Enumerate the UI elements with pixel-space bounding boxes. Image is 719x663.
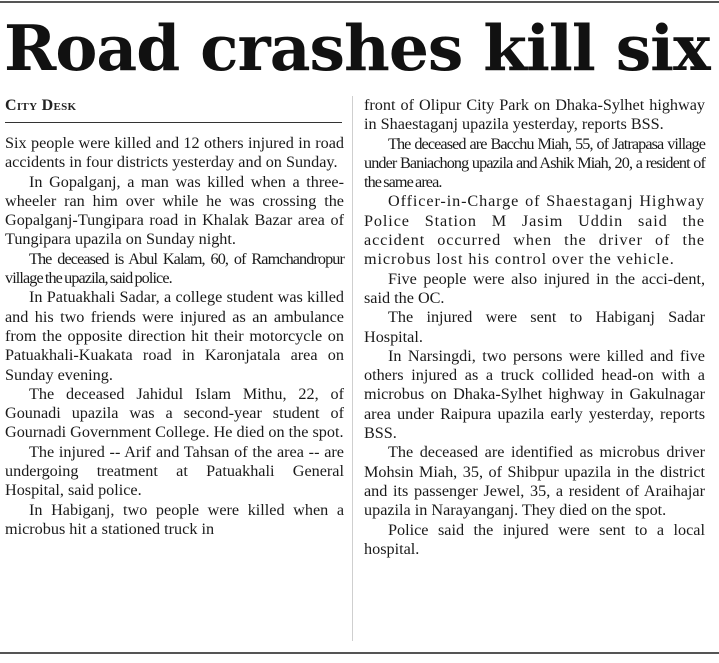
top-rule (0, 1, 719, 3)
bottom-rule (0, 652, 719, 654)
paragraph: The deceased are identified as microbus driver Mohsin Miah, 35, of Shibpur upazila in the district and its passenger Jewel, 35, a resident of Araihajar upazila in Narayanganj. They died on the spot. (364, 443, 705, 520)
paragraph: The injured -- Arif and Tahsan of the area -- are undergoing treatment at Patuakhali General Hospital, said police. (5, 442, 344, 500)
paragraph: In Gopalganj, a man was killed when a three-wheeler ran him over while he was crossing the Gopalganj-Tungipara road in Khalak Bazar area of Tungipara upazila on Sunday night. (5, 172, 344, 249)
paragraph: In Narsingdi, two persons were killed and five others injured as a truck collided head-on with a microbus on Dhaka-Sylhet highway in Gakulnagar area under Raipura upazila early yesterday, reports BSS. (364, 346, 705, 443)
column-divider (352, 96, 353, 641)
article-column-right (364, 96, 705, 559)
paragraph: The deceased Jahidul Islam Mithu, 22, of Gounadi upazila was a second-year student of Gournadi Government College. He died on the spot. (5, 384, 344, 442)
paragraph: The deceased are Bacchu Miah, 55, of Jatrapasa village under Baniachong upazila and Ashik Miah, 20, a resident of the same area. (364, 134, 705, 192)
paragraph: The injured were sent to Habiganj Sadar Hospital. (364, 308, 705, 346)
paragraph: Police said the injured were sent to a local hospital. (364, 520, 705, 558)
paragraph: In Habiganj, two people were killed when a microbus hit a stationed truck in (5, 500, 344, 538)
byline: City Desk (5, 97, 77, 114)
paragraph: The deceased is Abul Kalam, 60, of Ramchandropur village the upazila, said police. (5, 249, 344, 288)
paragraph: front of Olipur City Park on Dhaka-Sylhet highway in Shaestaganj upazila yesterday, reports BSS. (364, 96, 705, 134)
paragraph: Five people were also injured in the acci-dent, said the OC. (364, 269, 705, 307)
headline: Road crashes kill six (4, 11, 710, 85)
paragraph: In Patuakhali Sadar, a college student was killed and his two friends were injured as an ambulance from the opposite direction hit their motorcycle on Patuakhali-Kuakata road in Karonjatala area on Sunday evening. (5, 288, 344, 384)
paragraph: Officer-in-Charge of Shaestaganj Highway Police Station M Jasim Uddin said the accident occurred when the driver of the microbus lost his control over the vehicle. (364, 192, 705, 269)
article-column-left (5, 134, 344, 539)
paragraph: Six people were killed and 12 others injured in road accidents in four districts yesterday and on Sunday. (5, 134, 344, 172)
byline-rule (5, 122, 342, 123)
